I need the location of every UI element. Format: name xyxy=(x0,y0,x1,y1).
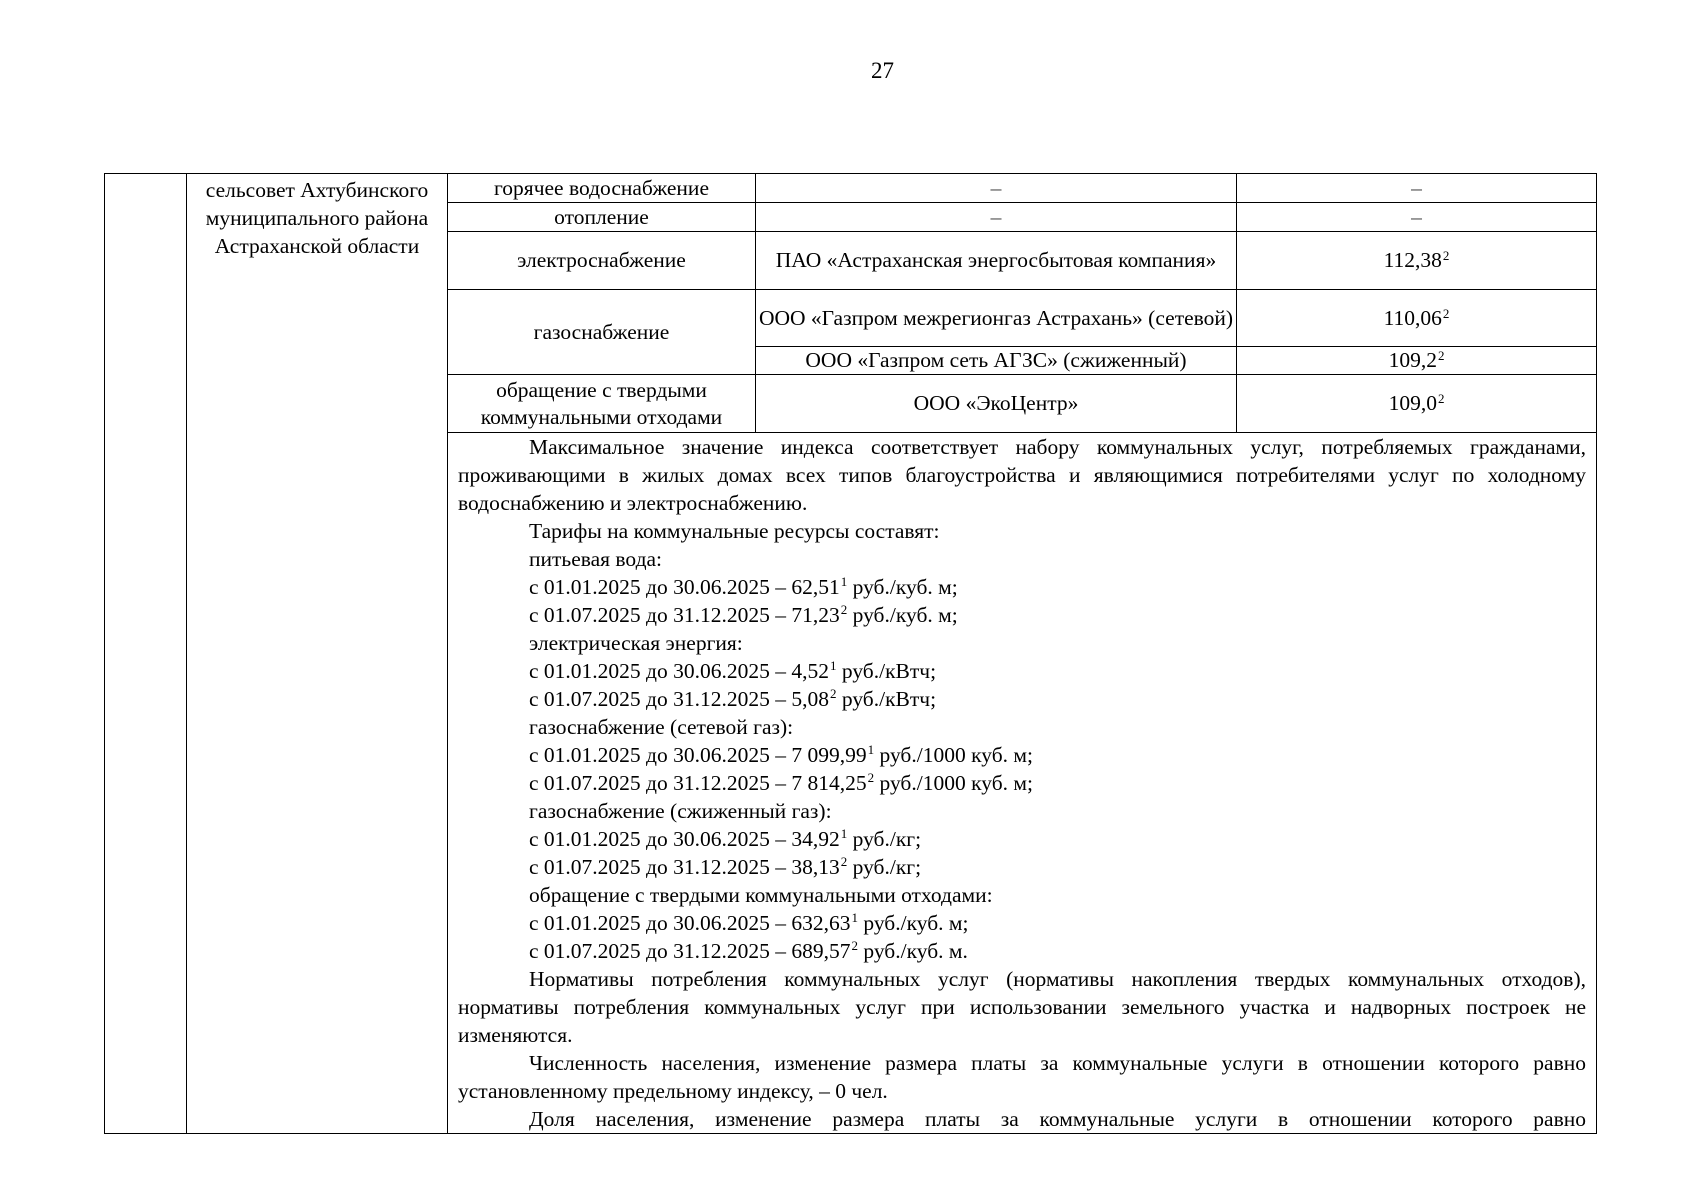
note-paragraph: Доля населения, изменение размера платы за коммунальные услуги в отношении которого равно xyxy=(529,1107,1586,1131)
index-cell: – xyxy=(1237,203,1597,232)
service-cell: обращение с твердыми коммунальными отходами xyxy=(448,375,756,433)
note-paragraph: Максимальное значение индекса соответствует набору коммунальных услуг, потребляемых гражданами, проживающими в жилых домах всех типов благоустройства и являющимися потребителями услуг по холодному водоснабжению и электроснабжению. xyxy=(458,435,1586,515)
provider-cell: – xyxy=(756,174,1237,203)
tariff-heading: газоснабжение (сжиженный газ): xyxy=(529,799,832,823)
index-cell xyxy=(1237,375,1597,433)
index-cell xyxy=(1237,290,1597,347)
tariff-table xyxy=(104,173,1597,1134)
provider-cell: – xyxy=(756,203,1237,232)
service-cell: горячее водоснабжение xyxy=(448,174,756,203)
tariff-line: с 01.07.2025 до 31.12.2025 – 5,08$^2$ руб./кВтч; xyxy=(529,686,937,711)
note-cell xyxy=(448,433,1597,1134)
service-cell: электроснабжение xyxy=(448,232,756,290)
index-value: 109,2 xyxy=(1388,348,1437,372)
table-row xyxy=(105,174,1597,203)
provider-cell: ООО «Газпром межрегионгаз Астрахань» (сетевой) xyxy=(756,290,1237,347)
note-paragraph: Численность населения, изменение размера платы за коммунальные услуги в отношении которого равно установленному предельному индексу, – 0 чел. xyxy=(458,1051,1586,1103)
tariff-line: с 01.07.2025 до 31.12.2025 – 71,23$^2$ руб./куб. м; xyxy=(529,602,958,627)
tariff-heading: обращение с твердыми коммунальными отходами: xyxy=(529,883,993,907)
tariff-line: с 01.01.2025 до 30.06.2025 – 4,52$^1$ руб./кВтч; xyxy=(529,658,937,683)
index-value: 112,38 xyxy=(1383,248,1442,272)
tariff-heading: электрическая энергия: xyxy=(529,631,743,655)
tariff-line: с 01.01.2025 до 30.06.2025 – 632,63$^1$ руб./куб. м; xyxy=(529,910,969,935)
tariff-heading: газоснабжение (сетевой газ): xyxy=(529,715,794,739)
service-cell: отопление xyxy=(448,203,756,232)
provider-cell: ООО «ЭкоЦентр» xyxy=(756,375,1237,433)
index-cell: – xyxy=(1237,174,1597,203)
index-cell xyxy=(1237,232,1597,290)
provider-cell: ООО «Газпром сеть АГЗС» (сжиженный) xyxy=(756,347,1237,375)
tariff-heading: питьевая вода: xyxy=(529,547,663,571)
footnote-marker: 2 xyxy=(1437,391,1445,406)
note-paragraph: Нормативы потребления коммунальных услуг (нормативы накопления твердых коммунальных отходов), нормативы потребления коммунальных услуг при использовании земельного участка и надворных построек не изменяются. xyxy=(458,967,1586,1047)
municipality-cell: сельсовет Ахтубинского муниципального района Астраханской области xyxy=(187,174,448,1134)
tariff-line: с 01.01.2025 до 30.06.2025 – 34,92$^1$ руб./кг; xyxy=(529,826,922,851)
footnote-marker: 2 xyxy=(1437,348,1445,363)
number-cell xyxy=(105,174,187,1134)
tariff-line: с 01.07.2025 до 31.12.2025 – 7 814,25$^2$ руб./1000 куб. м; xyxy=(529,770,1033,795)
index-value: 109,0 xyxy=(1388,391,1437,415)
tariff-line: с 01.01.2025 до 30.06.2025 – 7 099,99$^1$ руб./1000 куб. м; xyxy=(529,742,1033,767)
tariff-line: с 01.07.2025 до 31.12.2025 – 689,57$^2$ руб./куб. м. xyxy=(529,938,968,963)
footnote-marker: 2 xyxy=(1442,305,1450,321)
provider-cell: ПАО «Астраханская энергосбытовая компания» xyxy=(756,232,1237,290)
footnote-marker: 2 xyxy=(1442,248,1450,263)
service-cell: газоснабжение xyxy=(448,290,756,375)
index-cell xyxy=(1237,347,1597,375)
note-paragraph: Тарифы на коммунальные ресурсы составят: xyxy=(529,519,940,543)
note-text xyxy=(458,433,1586,1133)
tariff-line: с 01.01.2025 до 30.06.2025 – 62,51$^1$ руб./куб. м; xyxy=(529,574,958,599)
tariff-line: с 01.07.2025 до 31.12.2025 – 38,13$^2$ руб./кг; xyxy=(529,854,922,879)
index-value: 110,06 xyxy=(1383,305,1442,330)
page-number: 27 xyxy=(871,58,894,83)
